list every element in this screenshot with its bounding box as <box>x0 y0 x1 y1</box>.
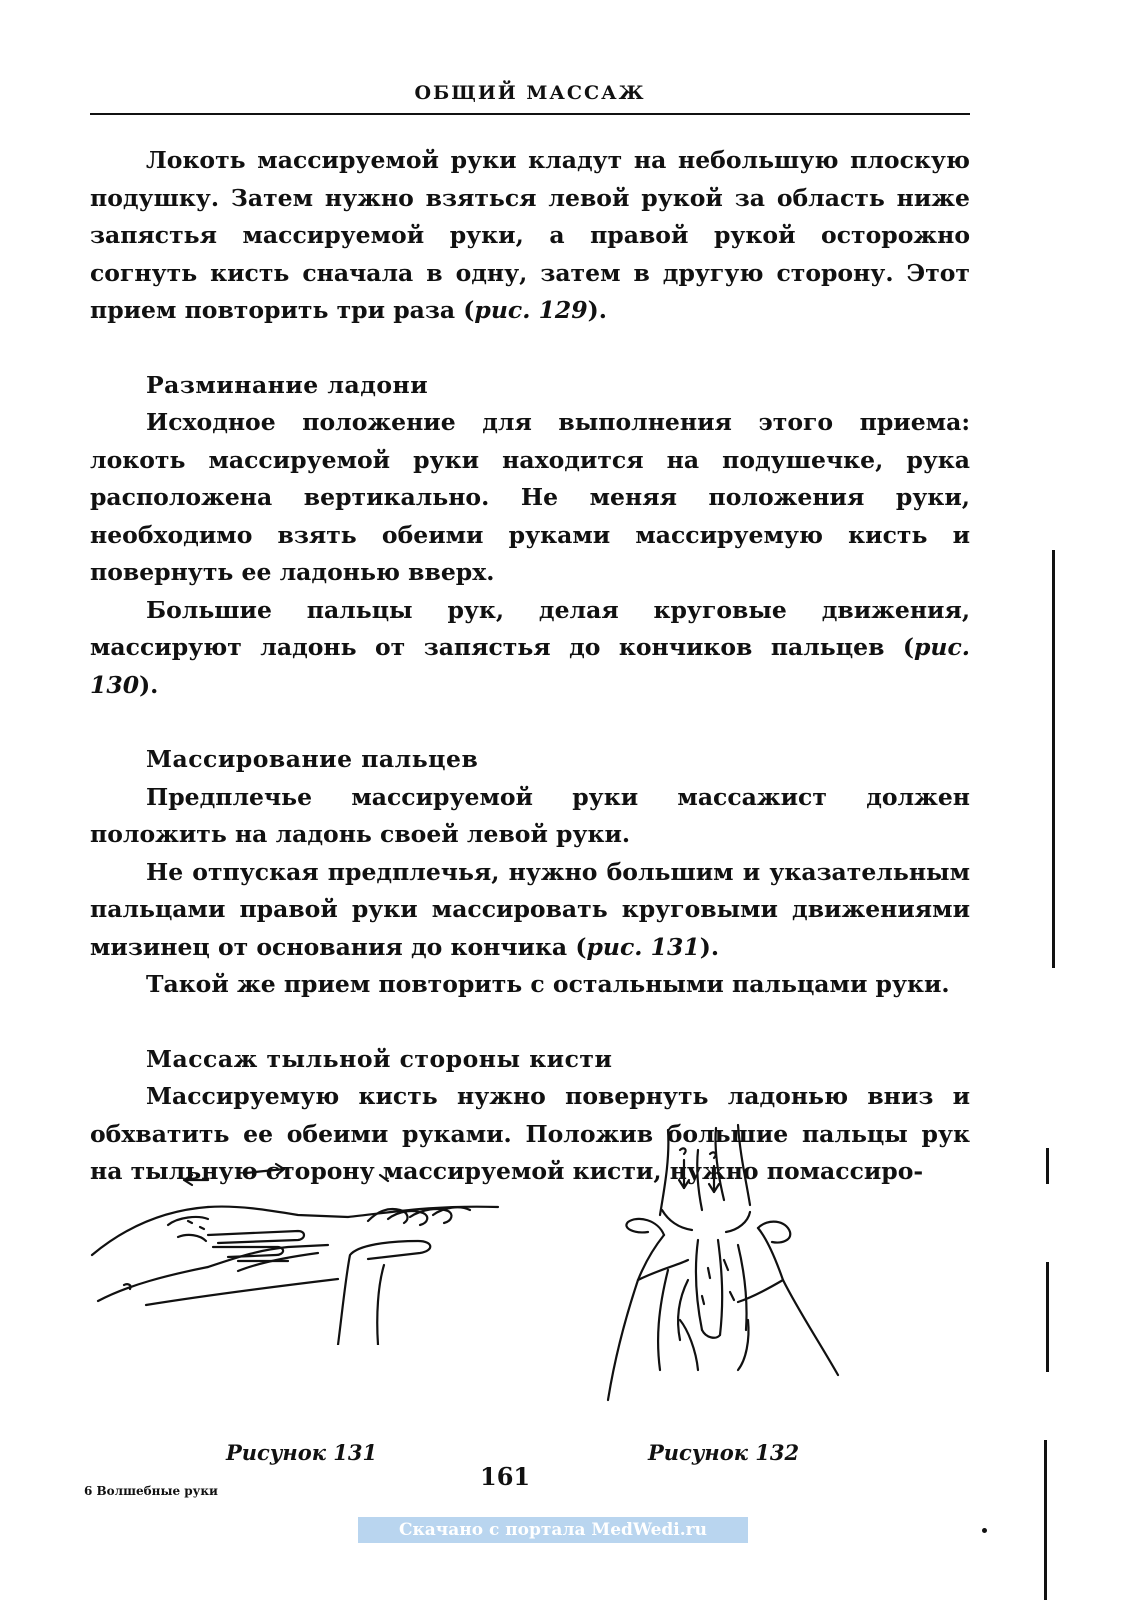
paragraph: Локоть массируемой руки кладут на небольшую плоскую подушку. Затем нужно взяться левой рукой за область ниже запястья массируемой руки, а правой рукой осторожно согнуть кисть сначала в одну, затем в другую сторону. Этот прием повторить три раза (рис. 129). <box>90 146 970 324</box>
section-heading: Массирование пальцев <box>146 745 479 773</box>
running-header: ОБЩИЙ МАССАЖ <box>414 82 646 104</box>
paragraph: Исходное положение для выполнения этого приема: локоть массируемой руки находится на подушечке, рука расположена вертикально. Не меняя положения руки, необходимо взять обеими руками массируемую кисть и повернуть ее ладонью вверх. <box>90 408 970 586</box>
figure-ref: рис. 129 <box>474 296 588 324</box>
paragraph: Такой же прием повторить с остальными пальцами руки. <box>146 970 950 998</box>
section-heading: Разминание ладони <box>146 370 429 399</box>
scan-edge-line <box>1044 1440 1047 1600</box>
figure-132-illustration <box>598 1120 858 1405</box>
watermark-banner: Скачано с портала MedWedi.ru <box>358 1517 748 1543</box>
paragraph: Массируемую кисть нужно повернуть ладонью вниз и обхватить ее обеими руками. Положив большие пальцы рук на тыльную сторону массируемой кисти, нужно помассиро- <box>90 1082 970 1185</box>
header-rule <box>90 113 970 115</box>
scan-edge-line <box>1046 1262 1049 1372</box>
paragraph: Предплечье массируемой руки массажист должен положить на ладонь своей левой руки. <box>90 782 970 848</box>
body-text <box>90 142 970 1191</box>
scan-speck <box>982 1528 987 1533</box>
paragraph: Большие пальцы рук, делая круговые движения, массируют ладонь от запястья до кончиков пальцев (рис. 130). <box>90 595 970 699</box>
signature-mark: 6 Волшебные руки <box>84 1484 218 1498</box>
figure-132-caption: Рисунок 132 <box>648 1440 800 1465</box>
figure-ref: рис. 130 <box>90 633 970 699</box>
paragraph: Не отпуская предплечья, нужно большим и указательным пальцами правой руки массировать круговыми движениями мизинец от основания до кончика (рис. 131). <box>90 857 970 961</box>
figure-ref: рис. 131 <box>586 932 700 961</box>
page-number: 161 <box>480 1462 531 1491</box>
scan-edge-line <box>1046 1148 1049 1184</box>
figure-131-caption: Рисунок 131 <box>226 1440 378 1465</box>
figure-131-illustration <box>88 1155 528 1345</box>
scan-edge-line <box>1052 550 1055 968</box>
section-heading: Массаж тыльной стороны кисти <box>146 1044 613 1073</box>
